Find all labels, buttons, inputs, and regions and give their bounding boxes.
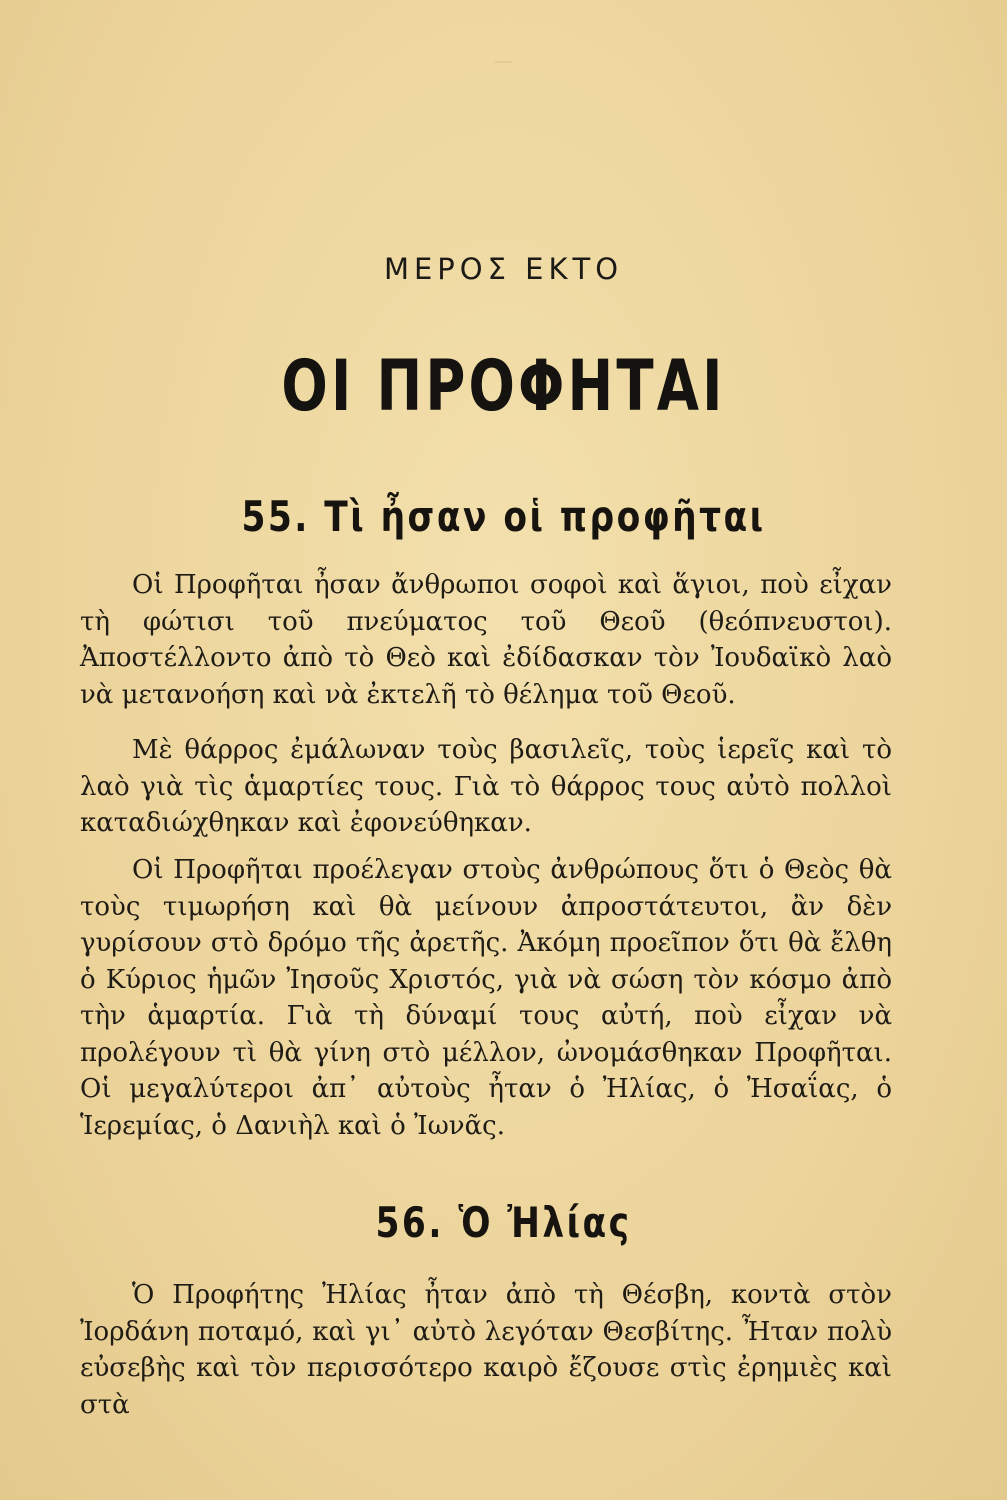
bleed-through-page-number: —	[493, 48, 514, 72]
section-55-paragraph-1	[80, 567, 892, 713]
paragraph-text: Οἱ Προφῆται προέλεγαν στοὺς ἀνθρώπους ὅτι ὁ Θεὸς θὰ τοὺς τιμωρήση καὶ θὰ μείνουν ἀπροστάτευτοι, ἂν δὲν γυρίσουν στὸ δρόμο τῆς ἀρετῆς. Ἀκόμη προεῖπον ὅτι θὰ ἔλθη ὁ Κύριος ἡμῶν Ἰησοῦς Χριστός, γιὰ νὰ σώση τὸν κόσμο ἀπὸ τὴν ἁμαρτία. Γιὰ τὴ δύναμί τους αὐτή, ποὺ εἶχαν νὰ προλέγουν τὶ θὰ γίνη στὸ μέλλον, ὠνομάσθηκαν Προφῆται. Οἱ μεγαλύτεροι ἀπ᾽ αὐτοὺς ἦταν ὁ Ἠλίας, ὁ Ἠσαΐας, ὁ Ἱερεμίας, ὁ Δανιὴλ καὶ ὁ Ἰωνᾶς.	[80, 855, 892, 1141]
part-label: ΜΕΡΟΣ ΕΚΤΟ	[383, 252, 624, 286]
paragraph-text: Ὁ Προφήτης Ἠλίας ἦταν ἀπὸ τὴ Θέσβη, κοντὰ στὸν Ἰορδάνη ποταμό, καὶ γι᾽ αὐτὸ λεγόταν Θεσβίτης. Ἦταν πολὺ εὐσεβὴς καὶ τὸν περισσότερο καιρὸ ἔζουσε στὶς ἐρημιὲς καὶ στὰ	[80, 1280, 892, 1420]
section-56-heading: 56. Ὁ Ἠλίας	[375, 1198, 632, 1247]
part-title: ΟΙ ΠΡΟΦΗΤΑΙ	[281, 345, 726, 427]
paragraph-text: Μὲ θάρρος ἐμάλωναν τοὺς βασιλεῖς, τοὺς ἱερεῖς καὶ τὸ λαὸ γιὰ τὶς ἁμαρτίες τους. Γιὰ τὸ θάρρος τους αὐτὸ πολλοὶ καταδιώχθηκαν καὶ ἐφονεύθηκαν.	[80, 735, 892, 838]
section-55-paragraph-2	[80, 732, 892, 842]
paragraph-text: Οἱ Προφῆται ἦσαν ἄνθρωποι σοφοὶ καὶ ἅγιοι, ποὺ εἶχαν τὴ φώτισι τοῦ πνεύματος τοῦ Θεοῦ (θεόπνευστοι). Ἀποστέλλοντο ἀπὸ τὸ Θεὸ καὶ ἐδίδασκαν τὸν Ἰουδαϊκὸ λαὸ νὰ μετανοήση καὶ νὰ ἐκτελῆ τὸ θέλημα τοῦ Θεοῦ.	[80, 570, 892, 710]
section-55-heading: 55. Τὶ ἦσαν οἱ προφῆται	[241, 492, 766, 541]
section-56-paragraph-1	[80, 1277, 892, 1423]
section-55-paragraph-3	[80, 852, 892, 1144]
